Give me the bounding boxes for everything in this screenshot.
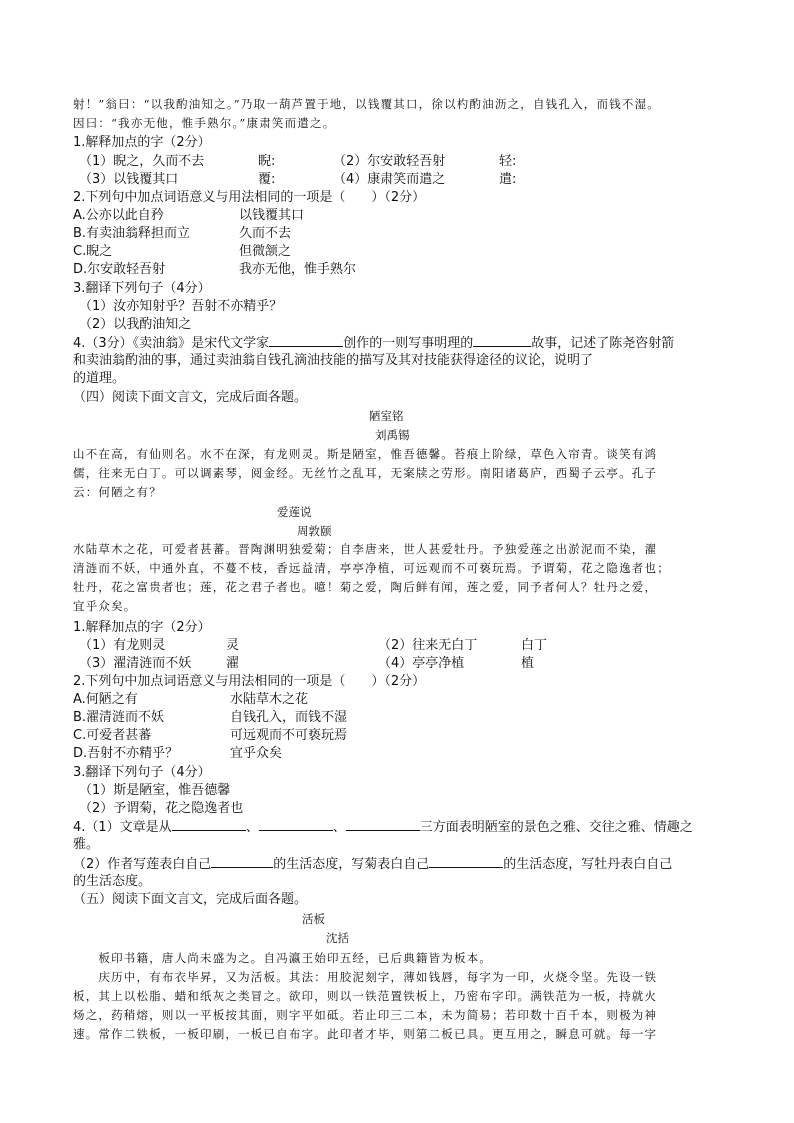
blank-text: 创作的一则写事明理的 [343,336,474,351]
item-text: （2）往来无白丁 [378,638,478,653]
passage-title: 陋室铭 [369,409,404,423]
passage-line: 清涟而不妖，中通外直，不蔓不枝，香远益清，亭亭净植，可远观而不可亵玩焉。予谓菊，花之隐逸者也； [73,561,670,575]
option-b: 自钱孔入，而钱不湿 [230,710,348,725]
translate-item: （1）汝亦知射乎？吾射不亦精乎？ [79,299,283,314]
section-heading: （四）阅读下面文言文，完成后面各题。 [73,390,308,405]
blank-text: 的生活态度，写牡丹表白自己 [503,857,673,872]
answer-blank[interactable] [211,855,273,868]
question-stem: 1.解释加点的字（2分） [73,620,211,635]
blank-text: 的生活态度，写菊表白自己 [273,857,430,872]
option-a: B.有卖油翁释担而立 [73,226,191,241]
passage-line: 儒，往来无白丁。可以调素琴，阅金经。无丝竹之乱耳，无案牍之劳形。南阳诸葛庐，西蜀子云亭。孔子 [73,466,658,480]
question-stem: 1.解释加点的字（2分） [73,135,211,150]
question-stem: 2.下列句中加点词语意义与用法相同的一项是（ ）（2分） [73,190,426,205]
item-text: （4）康肃笑而遣之 [333,172,446,187]
option-b: 久而不去 [239,226,292,241]
item-text: （3）濯清涟而不妖 [79,656,192,671]
item-word: 濯 [226,656,240,671]
question-line: 和卖油翁酌油的事，通过卖油翁自钱孔滴油技能的描写及其对技能获得途径的议论，说明了 [73,353,594,368]
fill-blank-question [73,334,674,352]
item-text: （1）睨之，久而不去 [79,154,205,169]
passage-line: 射！”翁曰：“以我酌油知之。”乃取一葫芦置于地，以钱覆其口，徐以杓酌油沥之，自钱孔入，而钱不湿。 [73,97,660,111]
passage-author: 周敦颐 [297,524,332,538]
option-a: B.濯清涟而不妖 [73,710,165,725]
question-line [73,370,125,387]
option-b: 以钱覆其口 [239,208,305,223]
blank-text: 的道理。 [73,371,126,386]
passage-line: 板，其上以松脂、蜡和纸灰之类冒之。欲印，则以一铁范置铁板上，乃密布字印。满铁范为一板，持就火 [73,989,658,1003]
passage-line: 山不在高，有仙则名。水不在深，有龙则灵。斯是陋室，惟吾德馨。苔痕上阶绿，草色入帘青。谈笑有鸿 [73,447,658,461]
option-a: C.可爱者甚蕃 [73,728,152,743]
passage-line: 云：何陋之有？ [73,485,162,499]
item-word: 白丁 [521,638,548,653]
answer-blank[interactable] [269,334,343,347]
option-b: 水陆草木之花 [230,692,309,707]
option-a: D.吾射不亦精乎？ [73,746,179,761]
item-word: 灵 [226,638,240,653]
passage-line: 板印书籍，唐人尚未盛为之。自冯瀛王始印五经，已后典籍皆为板本。 [73,951,493,965]
passage-author: 刘禹锡 [375,428,410,442]
passage-line: 水陆草木之花，可爱者甚蕃。晋陶渊明独爱菊；自李唐来，世人甚爱牡丹。予独爱莲之出淤泥而不染，濯 [73,542,658,556]
item-word: 覆: [258,172,276,187]
fill-blank-question [73,818,693,836]
answer-blank[interactable] [259,818,333,831]
option-b: 我亦无他，惟手熟尔 [239,262,357,277]
item-text: （3）以钱覆其口 [79,172,179,187]
question-line: 的生活态度。 [73,874,152,889]
answer-blank[interactable] [172,818,246,831]
option-a: C.睨之 [73,244,113,259]
answer-blank[interactable] [346,818,420,831]
option-b: 但微颔之 [239,244,292,259]
blank-text: 4.（3分）《卖油翁》是宋代文学家 [73,336,270,351]
blank-text: 故事，记述了陈尧咨射箭 [531,336,675,351]
passage-line: 炀之，药稍熔，则以一平板按其面，则字平如砥。若止印三二本，未为简易；若印数十百千本，则极为神 [73,1008,658,1022]
translate-item: （2）以我酌油知之 [79,317,192,332]
section-heading: （五）阅读下面文言文，完成后面各题。 [73,892,308,907]
passage-title: 爱莲说 [277,505,312,519]
option-b: 可远观而不可亵玩焉 [230,728,348,743]
passage-line: 因曰：“我亦无他，惟手熟尔。”康肃笑而遣之。 [73,116,336,130]
option-a: A.公亦以此自矜 [73,208,164,223]
translate-item: （1）斯是陋室，惟吾德馨 [79,783,231,798]
translate-item: （2）予谓菊，花之隐逸者也 [79,801,244,816]
passage-title: 活板 [302,912,325,926]
option-b: 宜乎众矣 [230,746,283,761]
question-line: 雅。 [73,837,100,852]
item-word: 植 [521,656,535,671]
blank-text: 三方面表明陋室的景色之雅、交往之雅、情趣之 [419,820,693,835]
question-stem: 3.翻译下列句子（4分） [73,765,211,780]
answer-blank[interactable] [473,334,531,347]
passage-author: 沈括 [326,931,349,945]
question-stem: 3.翻译下列句子（4分） [73,281,211,296]
passage-line: 速。常作二铁板，一板印刷，一板已自布字。此印者才毕，则第二板已具。更互用之，瞬息可就。每一字 [73,1027,658,1041]
item-text: （4）亭亭净植 [378,656,465,671]
answer-blank[interactable] [429,855,503,868]
option-a: D.尔安敢轻吾射 [73,262,166,277]
blank-sep: 、 [332,820,346,835]
question-stem: 2.下列句中加点词语意义与用法相同的一项是（ ）（2分） [73,674,426,689]
item-word: 轻: [499,154,517,169]
passage-line: 宜乎众矣。 [73,599,137,613]
passage-line: 牡丹，花之富贵者也；莲，花之君子者也。噫！菊之爱，陶后鲜有闻，莲之爱，同予者何人？牡丹之爱， [73,580,658,594]
item-text: （1）有龙则灵 [79,638,166,653]
option-a: A.何陋之有 [73,692,138,707]
blank-text: （2）作者写莲表白自己 [73,857,212,872]
blank-text: 4.（1）文章是从 [73,820,172,835]
fill-blank-question [73,855,672,873]
passage-line: 庆历中，有布衣毕昇，又为活板。其法：用胶泥刻字，薄如钱唇，每字为一印，火烧令坚。先设一铁 [73,970,658,984]
item-text: （2）尔安敢轻吾射 [333,154,446,169]
item-word: 遣: [499,172,517,187]
blank-sep: 、 [245,820,259,835]
item-word: 睨: [258,154,276,169]
